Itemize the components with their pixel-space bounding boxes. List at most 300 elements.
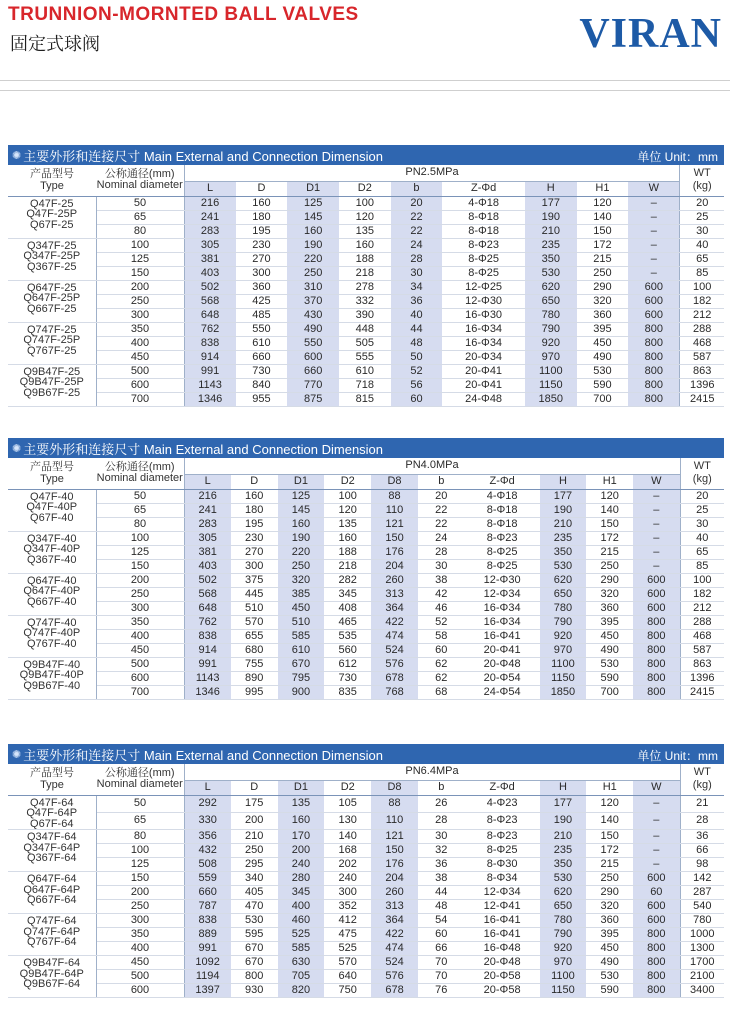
table-cell: 405 [231, 886, 278, 900]
table-cell: 587 [680, 350, 724, 364]
table-cell: 320 [577, 294, 629, 308]
type-code: Q747F-64 [26, 915, 77, 927]
table-row [8, 615, 724, 629]
table-cell: 330 [184, 812, 231, 829]
table-cell: 21 [680, 795, 724, 812]
table-row [8, 587, 724, 601]
table-cell: 190 [540, 503, 587, 517]
table-row [8, 545, 724, 559]
table-cell: 8-Φ18 [442, 210, 525, 224]
type-code: Q347F-40 [26, 532, 77, 545]
table-cell: 188 [339, 252, 391, 266]
table-cell: 2100 [680, 970, 724, 984]
table-cell: 474 [371, 629, 418, 643]
table-cell: 215 [577, 252, 629, 266]
table-cell: 8-Φ18 [442, 224, 525, 238]
table-cell: 2415 [680, 685, 724, 699]
table-cell: 28 [418, 545, 465, 559]
table-cell: 550 [236, 322, 288, 336]
table-cell: 38 [418, 872, 465, 886]
type-header-cn: 产品型号 [30, 461, 74, 474]
table-cell: 68 [418, 685, 465, 699]
table-cell: 1346 [184, 392, 236, 406]
table-cell: 678 [371, 671, 418, 685]
table-cell: 2415 [680, 392, 724, 406]
table-cell: 16-Φ41 [465, 629, 540, 643]
table-cell: 364 [371, 601, 418, 615]
table-cell: 600 [633, 914, 680, 928]
column-header: D [231, 780, 278, 795]
table-cell: 700 [96, 392, 184, 406]
type-code: Q767F-64 [26, 936, 77, 948]
table-cell: 600 [633, 587, 680, 601]
table-cell: 510 [278, 615, 325, 629]
table-cell: 648 [184, 601, 231, 615]
table-cell: 142 [680, 872, 724, 886]
table-cell: 730 [236, 364, 288, 378]
weight-header [680, 458, 724, 489]
table-cell: 995 [231, 685, 278, 699]
table-cell: 600 [628, 294, 680, 308]
table-cell: 20-Φ58 [465, 984, 540, 998]
type-code: Q367F-64 [26, 852, 77, 864]
table-cell: 800 [633, 615, 680, 629]
table-cell: 60 [391, 392, 443, 406]
table-cell: 395 [577, 322, 629, 336]
table-cell: 790 [540, 615, 587, 629]
table-cell: 20-Φ41 [442, 364, 525, 378]
table-cell: 16-Φ34 [442, 336, 525, 350]
table-cell: 216 [184, 196, 236, 210]
table-cell: 350 [96, 928, 184, 942]
table-cell: 900 [278, 685, 325, 699]
type-code: Q347F-64P [23, 841, 81, 854]
table-cell: 560 [324, 643, 371, 657]
table-cell: 100 [96, 238, 184, 252]
table-cell: 300 [236, 266, 288, 280]
table-cell: 576 [371, 657, 418, 671]
table-cell: 290 [577, 280, 629, 294]
table-cell: 840 [236, 378, 288, 392]
table-cell: 190 [540, 812, 587, 829]
table-cell: 1000 [680, 928, 724, 942]
table-cell: 145 [287, 210, 339, 224]
section-title: 主要外形和连接尺寸 Main External and Connection Dimension [23, 441, 384, 457]
table-row [8, 238, 724, 252]
pressure-header: PN2.5MPa [184, 165, 680, 181]
table-cell: 160 [278, 517, 325, 531]
table-cell: 70 [418, 970, 465, 984]
type-group [8, 238, 96, 280]
table-cell: 30 [418, 830, 465, 844]
table-cell: 190 [287, 238, 339, 252]
table-cell: 40 [680, 531, 724, 545]
table-cell: 795 [278, 671, 325, 685]
dimension-section [8, 438, 724, 700]
table-cell: 218 [324, 559, 371, 573]
table-cell: 175 [231, 795, 278, 812]
weight-header-wt: WT [693, 167, 711, 180]
table-cell: 8-Φ23 [442, 238, 525, 252]
table-cell: 700 [96, 685, 184, 699]
table-cell: 800 [633, 928, 680, 942]
table-cell: 292 [184, 795, 231, 812]
table-cell: 350 [540, 545, 587, 559]
dimension-section [8, 145, 724, 407]
column-header: H1 [577, 181, 629, 196]
type-code: Q647F-25 [26, 281, 77, 294]
column-header: H [540, 780, 587, 795]
table-cell: 36 [391, 294, 443, 308]
column-header: H1 [586, 780, 633, 795]
table-cell: 28 [680, 812, 724, 829]
table-cell: 525 [324, 942, 371, 956]
table-cell: – [628, 210, 680, 224]
type-code: Q67F-25 [30, 218, 74, 231]
table-cell: 288 [680, 615, 724, 629]
table-cell: 590 [586, 984, 633, 998]
table-cell: 65 [96, 210, 184, 224]
table-cell: 800 [628, 364, 680, 378]
table-cell: 240 [278, 858, 325, 872]
table-cell: 630 [278, 956, 325, 970]
type-code: Q667F-40 [26, 595, 77, 608]
table-cell: 468 [680, 336, 724, 350]
table-cell: 195 [231, 517, 278, 531]
type-group [8, 573, 96, 615]
table-cell: 600 [633, 872, 680, 886]
table-cell: 660 [287, 364, 339, 378]
table-cell: 524 [371, 956, 418, 970]
table-cell: 530 [540, 559, 587, 573]
table-row [8, 224, 724, 238]
table-cell: 135 [324, 517, 371, 531]
type-group [8, 872, 96, 914]
table-cell: 762 [184, 322, 236, 336]
table-row [8, 657, 724, 671]
table-cell: 170 [278, 830, 325, 844]
table-row [8, 685, 724, 699]
table-cell: 670 [231, 956, 278, 970]
table-cell: 28 [418, 812, 465, 829]
table-cell: 177 [540, 489, 587, 503]
table-cell: 991 [184, 364, 236, 378]
table-row [8, 308, 724, 322]
table-cell: 1397 [184, 984, 231, 998]
table-row [8, 671, 724, 685]
table-cell: 815 [339, 392, 391, 406]
table-row [8, 378, 724, 392]
table-cell: 44 [391, 322, 443, 336]
table-cell: 34 [391, 280, 443, 294]
table-cell: 313 [371, 587, 418, 601]
table-cell: 838 [184, 914, 231, 928]
table-cell: 210 [540, 830, 587, 844]
table-cell: 600 [633, 573, 680, 587]
type-code: Q347F-25 [26, 239, 77, 252]
table-cell: 800 [628, 378, 680, 392]
table-cell: 525 [278, 928, 325, 942]
table-cell: – [633, 795, 680, 812]
table-cell: 670 [278, 657, 325, 671]
table-cell: 20-Φ41 [442, 378, 525, 392]
table-cell: 42 [418, 587, 465, 601]
table-row [8, 643, 724, 657]
table-cell: 370 [287, 294, 339, 308]
page-title: TRUNNION-MORNTED BALL VALVES [8, 4, 359, 25]
table-cell: 360 [586, 914, 633, 928]
table-cell: 250 [231, 844, 278, 858]
table-cell: – [633, 858, 680, 872]
type-code: Q47F-25 [30, 197, 74, 210]
divider [0, 80, 730, 81]
table-cell: 800 [633, 657, 680, 671]
table-cell: 140 [586, 812, 633, 829]
table-cell: 140 [324, 830, 371, 844]
table-cell: 250 [586, 559, 633, 573]
table-cell: 600 [96, 671, 184, 685]
type-code: Q67F-64 [30, 817, 74, 830]
table-cell: 130 [324, 812, 371, 829]
table-cell: 98 [680, 858, 724, 872]
table-cell: 300 [96, 308, 184, 322]
weight-header [680, 764, 724, 795]
table-cell: 600 [96, 378, 184, 392]
type-code: Q747F-40P [23, 627, 81, 639]
column-header: L [184, 474, 231, 489]
table-cell: 345 [324, 587, 371, 601]
weight-header-unit: (kg) [692, 779, 712, 792]
table-cell: 38 [418, 573, 465, 587]
table-cell: 350 [525, 252, 577, 266]
table-cell: 1150 [540, 671, 587, 685]
table-row [8, 900, 724, 914]
table-cell: 320 [278, 573, 325, 587]
table-cell: 36 [418, 858, 465, 872]
table-row [8, 886, 724, 900]
dimension-table [8, 764, 724, 998]
table-cell: 176 [371, 858, 418, 872]
table-cell: 800 [231, 970, 278, 984]
table-row [8, 280, 724, 294]
table-cell: 8-Φ25 [465, 559, 540, 573]
table-cell: 470 [231, 900, 278, 914]
type-code: Q47F-40 [30, 490, 74, 503]
table-cell: 780 [540, 601, 587, 615]
type-code: Q747F-64P [23, 925, 81, 938]
type-code: Q647F-40 [26, 574, 77, 587]
section-title-bar [8, 438, 724, 458]
table-cell: 430 [287, 308, 339, 322]
table-cell: 12-Φ41 [465, 900, 540, 914]
table-cell: 540 [680, 900, 724, 914]
table-cell: 20-Φ48 [465, 657, 540, 671]
table-cell: 120 [577, 196, 629, 210]
table-cell: 1396 [680, 671, 724, 685]
table-cell: 375 [231, 573, 278, 587]
column-header: b [418, 780, 465, 795]
table-cell: 412 [324, 914, 371, 928]
table-cell: 465 [324, 615, 371, 629]
type-header-cn: 产品型号 [30, 767, 74, 780]
table-cell: 508 [184, 858, 231, 872]
table-cell: 1100 [540, 970, 587, 984]
table-cell: 530 [231, 914, 278, 928]
table-cell: 600 [633, 900, 680, 914]
table-row [8, 914, 724, 928]
table-cell: 1100 [540, 657, 587, 671]
table-cell: 800 [633, 970, 680, 984]
table-cell: 700 [586, 685, 633, 699]
type-code: Q347F-25P [23, 250, 81, 262]
table-cell: 48 [391, 336, 443, 350]
table-cell: 500 [96, 970, 184, 984]
table-cell: 220 [287, 252, 339, 266]
table-cell: – [633, 812, 680, 829]
table-cell: 559 [184, 872, 231, 886]
table-cell: 991 [184, 942, 231, 956]
table-cell: 195 [236, 224, 288, 238]
table-row [8, 601, 724, 615]
type-code: Q347F-40P [23, 543, 81, 555]
table-cell: 50 [96, 489, 184, 503]
table-cell: 40 [391, 308, 443, 322]
table-cell: 85 [680, 559, 724, 573]
table-cell: 550 [287, 336, 339, 350]
type-code: Q9B67F-64 [23, 978, 81, 990]
table-cell: 800 [628, 322, 680, 336]
table-cell: 16-Φ34 [442, 322, 525, 336]
table-cell: – [633, 517, 680, 531]
table-cell: 121 [371, 517, 418, 531]
type-code: Q367F-40 [26, 553, 77, 566]
table-cell: 408 [324, 601, 371, 615]
type-group [8, 657, 96, 699]
section-title-bar [8, 744, 724, 764]
type-header [8, 165, 96, 196]
table-cell: 200 [96, 573, 184, 587]
column-header: H [540, 474, 587, 489]
table-cell: 570 [231, 615, 278, 629]
table-cell: 65 [680, 545, 724, 559]
column-header: b [418, 474, 465, 489]
table-cell: 16-Φ34 [465, 615, 540, 629]
table-cell: 50 [96, 196, 184, 210]
table-cell: 100 [324, 489, 371, 503]
table-cell: 1194 [184, 970, 231, 984]
table-cell: 780 [525, 308, 577, 322]
table-cell: 125 [287, 196, 339, 210]
table-cell: 3400 [680, 984, 724, 998]
table-cell: 88 [371, 489, 418, 503]
table-cell: – [633, 489, 680, 503]
table-cell: 176 [371, 545, 418, 559]
table-cell: 890 [231, 671, 278, 685]
type-code: Q647F-25P [23, 292, 81, 304]
table-cell: 610 [339, 364, 391, 378]
table-cell: – [633, 531, 680, 545]
table-cell: 1700 [680, 956, 724, 970]
table-cell: 650 [540, 587, 587, 601]
table-cell: 235 [540, 531, 587, 545]
table-cell: 576 [371, 970, 418, 984]
table-cell: 20 [418, 489, 465, 503]
table-cell: 215 [586, 858, 633, 872]
column-header: H1 [586, 474, 633, 489]
table-cell: 650 [540, 900, 587, 914]
type-code: Q9B67F-40 [23, 679, 81, 692]
type-code: Q647F-64 [26, 873, 77, 885]
table-cell: 385 [278, 587, 325, 601]
table-cell: 450 [586, 942, 633, 956]
table-cell: 160 [236, 196, 288, 210]
column-header: D1 [278, 780, 325, 795]
table-cell: 718 [339, 378, 391, 392]
type-code: Q647F-40P [23, 585, 81, 597]
table-cell: 600 [633, 601, 680, 615]
table-row [8, 830, 724, 844]
table-cell: – [628, 252, 680, 266]
table-cell: 210 [540, 517, 587, 531]
table-cell: 590 [586, 671, 633, 685]
table-cell: 680 [231, 643, 278, 657]
table-cell: 24-Φ54 [465, 685, 540, 699]
type-code: Q67F-40 [30, 511, 74, 524]
table-cell: 750 [324, 984, 371, 998]
table-row [8, 364, 724, 378]
type-code: Q47F-64 [30, 796, 74, 809]
table-cell: 190 [278, 531, 325, 545]
table-cell: 120 [324, 503, 371, 517]
table-row [8, 322, 724, 336]
table-cell: – [633, 503, 680, 517]
table-cell: 600 [628, 308, 680, 322]
table-cell: 76 [418, 984, 465, 998]
table-cell: 568 [184, 294, 236, 308]
table-cell: 400 [278, 900, 325, 914]
table-cell: 800 [633, 956, 680, 970]
section-title-bar [8, 145, 724, 165]
table-cell: 145 [278, 503, 325, 517]
column-header: D2 [324, 780, 371, 795]
table-row [8, 392, 724, 406]
table-cell: 4-Φ18 [465, 489, 540, 503]
table-cell: – [633, 844, 680, 858]
table-cell: 182 [680, 294, 724, 308]
column-header: D8 [371, 474, 418, 489]
table-row [8, 858, 724, 872]
table-cell: 24 [391, 238, 443, 252]
table-cell: – [628, 196, 680, 210]
pressure-header: PN6.4MPa [184, 764, 680, 780]
type-header [8, 458, 96, 489]
table-cell: 32 [418, 844, 465, 858]
table-cell: 555 [339, 350, 391, 364]
table-cell: 160 [339, 238, 391, 252]
table-cell: 450 [96, 643, 184, 657]
table-cell: 210 [231, 830, 278, 844]
table-cell: 1100 [525, 364, 577, 378]
table-cell: – [628, 238, 680, 252]
table-cell: 450 [577, 336, 629, 350]
type-group [8, 914, 96, 956]
table-cell: 36 [680, 830, 724, 844]
table-cell: 160 [324, 531, 371, 545]
table-cell: 160 [231, 489, 278, 503]
table-cell: 22 [418, 517, 465, 531]
table-cell: 8-Φ23 [465, 830, 540, 844]
table-cell: 8-Φ34 [465, 872, 540, 886]
